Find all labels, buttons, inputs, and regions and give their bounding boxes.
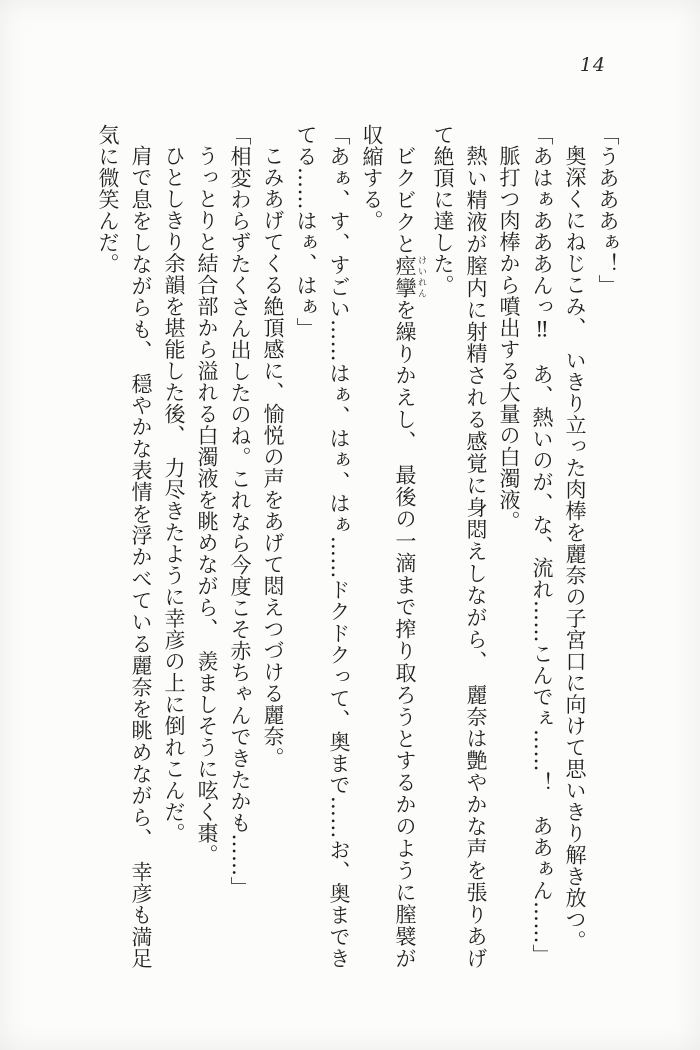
paragraph-text: ビクビクと [393, 145, 417, 255]
vertical-text-block [91, 124, 624, 969]
paragraph-text: を繰りかえし、 最後の一滴まで搾り取ろうとするかのように膣襞が収縮する。 [360, 124, 417, 970]
paragraph-dialogue: 「相変わらずたくさん出したのね。これなら今度こそ赤ちゃんできたかも……」 [228, 124, 252, 898]
paragraph: こみあげてくる絶頂感に、愉悦の声をあげて悶えつづける麗奈。 [261, 145, 285, 769]
paragraph: 脈打つ肉棒から噴出する大量の白濁液。 [497, 145, 521, 532]
paragraph-with-furigana [355, 124, 426, 969]
page-number: 14 [579, 54, 606, 76]
ruby-annotation: けいれん [416, 254, 426, 299]
ruby-base: 痙攣 [393, 254, 417, 299]
paragraph: 奥深くにねじこみ、 いきり立った肉棒を麗奈の子宮口に向けて思いきり解き放つ。 [563, 145, 587, 952]
paragraph: ひとしきり余韻を堪能した後、 力尽きたように幸彦の上に倒れこんだ。 [162, 145, 186, 844]
paragraph-dialogue: 「あぁ、す、すごい……はぁ、はぁ、はぁ……ドクドクって、奥まで……お、奥まできてる……はぁ、はぁ」 [294, 124, 351, 969]
paragraph: 肩で息をしながらも、 穏やかな表情を浮かべている麗奈を眺めながら、 幸彦も満足気に微笑んだ。 [96, 124, 153, 969]
paragraph: うっとりと結合部から溢れる白濁液を眺めながら、 羨ましそうに呟く棗。 [195, 145, 219, 866]
paragraph-dialogue: 「うあああぁ！」 [596, 124, 620, 296]
paragraph-dialogue: 「あはぁあああんっ‼ あ、熱いのが、な、流れ……こんでぇ……！ ああぁん……」 [530, 124, 554, 966]
paragraph: 熱い精液が膣内に射精される感覚に身悶えしながら、 麗奈は艶やかな声を張りあげて絶頂に達した。 [431, 124, 488, 969]
furigana-ruby [393, 254, 426, 299]
